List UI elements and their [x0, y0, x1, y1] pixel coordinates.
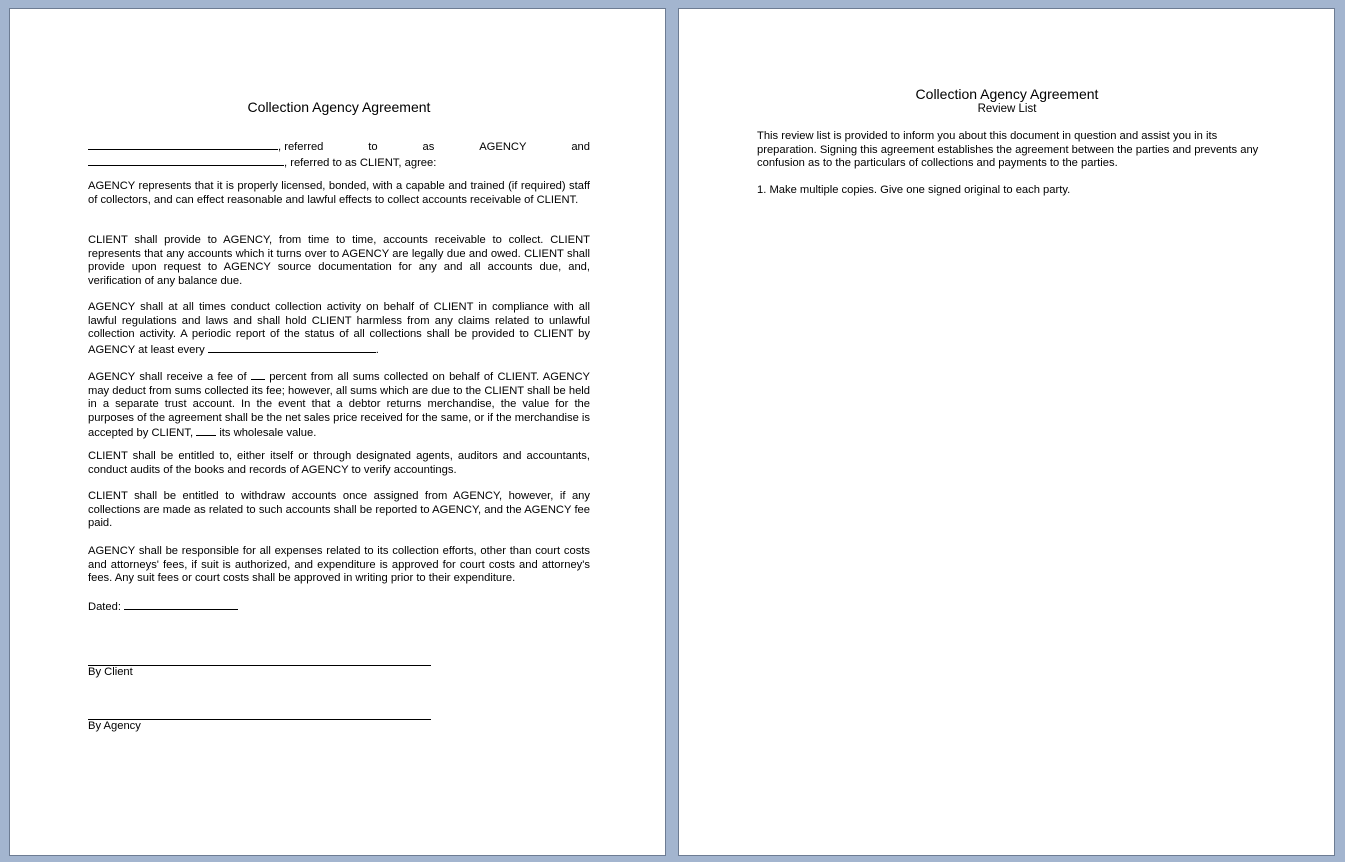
document-page-2[interactable]: [678, 8, 1335, 856]
page-subtitle: Review List: [977, 103, 1037, 115]
paragraph-text: AGENCY shall at all times conduct collection activity on behalf of CLIENT in compliance with all lawful regulations and laws and shall hold CLIENT harmless from any claims related to unlawful collection activity. A periodic report of the status of all collections shall be provided to CLIENT by AGENCY at least every: [88, 301, 590, 356]
paragraph-expenses: AGENCY shall be responsible for all expenses related to its collection efforts, other than court costs and attorneys' fees, if suit is authorized, and expenditure is approved for court costs and attorney's fees. Any suit fees or court costs shall be approved in writing prior to their expenditure.: [88, 545, 590, 585]
intro-word: AGENCY: [479, 141, 527, 153]
paragraph-text: .: [375, 343, 379, 356]
wholesale-blank[interactable]: [196, 425, 216, 436]
agency-name-blank[interactable]: [88, 139, 278, 150]
intro-word: as: [422, 141, 435, 153]
by-agency-label: By Agency: [88, 720, 141, 732]
review-intro-paragraph: This review list is provided to inform you about this document in question and assist you in its preparation. Signing this agreement establishes the agreement between the parties and prevents any confusion as to the particulars of collections and payments to the parties.: [757, 130, 1259, 170]
intro-word: and: [571, 141, 590, 153]
paragraph-audits: CLIENT shall be entitled to, either itself or through designated agents, auditors and accountants, conduct audits of the books and records of AGENCY to verify accountings.: [88, 450, 590, 476]
by-client-label: By Client: [88, 666, 133, 678]
paragraph-text: AGENCY shall receive a fee of: [88, 371, 247, 383]
agency-name-blank-group: [88, 139, 323, 155]
page-title: Collection Agency Agreement: [915, 86, 1099, 102]
intro-paragraph: [88, 139, 590, 170]
paragraph-agency-represents: AGENCY represents that it is properly licensed, bonded, with a capable and trained (if required) staff of collectors, and can effect reasonable and lawful effects to collect accounts receivable of CLIENT.: [88, 180, 590, 206]
intro-text: , referred to as CLIENT, agree:: [284, 156, 437, 169]
intro-word: to: [368, 141, 378, 153]
review-list-item: 1. Make multiple copies. Give one signed original to each party.: [757, 184, 1071, 196]
client-name-blank[interactable]: [88, 155, 284, 166]
document-page-1[interactable]: [9, 8, 666, 856]
intro-line-2: [88, 155, 590, 171]
paragraph-text: its wholesale value.: [219, 427, 317, 440]
paragraph-fee: [88, 369, 590, 441]
intro-word: , referred: [278, 141, 324, 153]
report-frequency-blank[interactable]: [208, 342, 376, 353]
page-title: Collection Agency Agreement: [247, 99, 431, 115]
dated-line: [88, 599, 590, 615]
date-blank[interactable]: [124, 599, 238, 610]
paragraph-conduct: [88, 301, 590, 357]
fee-percent-blank[interactable]: [251, 369, 265, 380]
paragraph-withdraw: CLIENT shall be entitled to withdraw accounts once assigned from AGENCY, however, if any collections are made as related to such accounts shall be reported to AGENCY, and the AGENCY fee paid.: [88, 490, 590, 530]
paragraph-client-provide: CLIENT shall provide to AGENCY, from time to time, accounts receivable to collect. CLIENT represents that any accounts which it turns over to AGENCY are legally due and owed. CLIENT shall provide upon request to AGENCY source documentation for any and all accounts due, and, verification of any balance due.: [88, 234, 590, 287]
intro-line-1: [88, 139, 590, 155]
paragraph-text: percent from all sums collected on behalf of CLIENT. AGENCY may deduct from sums collected its fee; however, all sums which are due to the CLIENT shall be held in a separate trust account. In the event that a debtor returns merchandise, the value for the purposes of the agreement shall be the net sales price received for the same, or if the merchandise is accepted by CLIENT,: [88, 371, 591, 440]
dated-label: Dated:: [88, 601, 121, 613]
